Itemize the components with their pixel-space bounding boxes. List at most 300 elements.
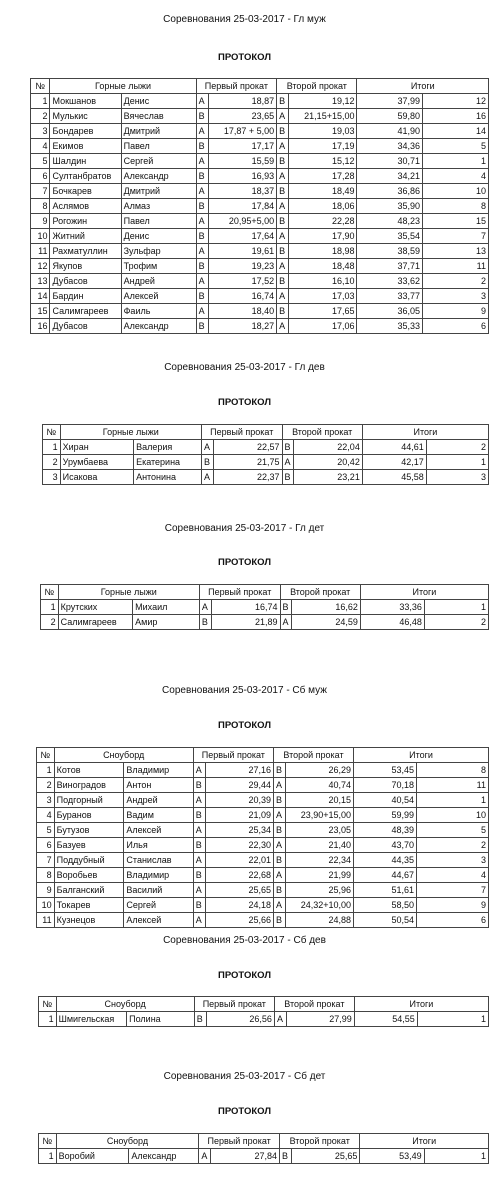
run1-track-cell: B: [196, 259, 208, 274]
rank-cell: 1: [424, 600, 488, 615]
section-title: Соревнования 25-03-2017 - Сб дев: [163, 935, 326, 946]
first-name-cell: Павел: [121, 139, 196, 154]
table-row: [31, 139, 489, 154]
total-cell: 36,86: [357, 184, 423, 199]
first-name-cell: Александр: [121, 169, 196, 184]
run2-time-cell: 17,65: [289, 304, 357, 319]
run1-track-cell: A: [199, 1149, 211, 1164]
total-cell: 35,90: [357, 199, 423, 214]
last-name-cell: Бочкарев: [50, 184, 121, 199]
rank-cell: 2: [424, 615, 488, 630]
header-first-run: Первый прокат: [194, 997, 274, 1012]
rank-cell: 1: [426, 455, 488, 470]
run1-time-cell: 18,87: [208, 94, 277, 109]
last-name-cell: Урумбаева: [60, 455, 133, 470]
run2-time-cell: 18,48: [289, 259, 357, 274]
run2-track-cell: A: [273, 808, 285, 823]
last-name-cell: Житний: [50, 229, 121, 244]
place-cell: 7: [31, 184, 50, 199]
run1-track-cell: A: [193, 913, 205, 928]
protocol-label: ПРОТОКОЛ: [217, 970, 271, 981]
total-cell: 42,17: [362, 455, 426, 470]
run2-track-cell: A: [282, 455, 294, 470]
run1-track-cell: A: [196, 304, 208, 319]
rank-cell: 8: [422, 199, 488, 214]
run1-track-cell: B: [196, 289, 208, 304]
run2-time-cell: 18,98: [289, 244, 357, 259]
total-cell: 48,23: [357, 214, 423, 229]
run2-time-cell: 22,04: [294, 440, 362, 455]
total-cell: 59,99: [354, 808, 417, 823]
run2-track-cell: B: [277, 154, 289, 169]
total-cell: 44,67: [354, 868, 417, 883]
rank-cell: 1: [424, 1149, 488, 1164]
first-name-cell: Владимир: [124, 868, 193, 883]
place-cell: 1: [39, 1149, 57, 1164]
run1-time-cell: 21,09: [205, 808, 273, 823]
run1-time-cell: 20,39: [205, 793, 273, 808]
place-cell: 1: [41, 600, 59, 615]
header-first-run: Первый прокат: [196, 79, 277, 94]
first-name-cell: Алексей: [121, 289, 196, 304]
run1-track-cell: A: [196, 124, 208, 139]
rank-cell: 7: [416, 883, 488, 898]
header-number: №: [43, 425, 61, 440]
table-header-row: [39, 1134, 489, 1149]
header-totals: Итоги: [354, 997, 488, 1012]
run2-time-cell: 18,06: [289, 199, 357, 214]
section-title: Соревнования 25-03-2017 - Гл муж: [163, 14, 326, 25]
run2-time-cell: 26,29: [285, 763, 353, 778]
header-discipline: Сноуборд: [56, 997, 194, 1012]
run2-track-cell: B: [280, 1149, 292, 1164]
last-name-cell: Исакова: [60, 470, 133, 485]
run1-time-cell: 19,61: [208, 244, 277, 259]
first-name-cell: Павел: [121, 214, 196, 229]
rank-cell: 1: [416, 793, 488, 808]
table-row: [31, 124, 489, 139]
run2-track-cell: B: [277, 94, 289, 109]
header-totals: Итоги: [360, 585, 488, 600]
run2-track-cell: B: [273, 823, 285, 838]
table-row: [31, 319, 489, 334]
table-row: [31, 274, 489, 289]
header-second-run: Второй прокат: [280, 585, 360, 600]
table-row: [41, 615, 489, 630]
rank-cell: 1: [417, 1012, 488, 1027]
total-cell: 37,99: [357, 94, 423, 109]
first-name-cell: Сергей: [124, 898, 193, 913]
results-table: [38, 1133, 489, 1164]
run2-time-cell: 15,12: [289, 154, 357, 169]
header-first-run: Первый прокат: [193, 748, 273, 763]
header-totals: Итоги: [354, 748, 489, 763]
table-row: [31, 259, 489, 274]
run2-time-cell: 19,03: [289, 124, 357, 139]
place-cell: 13: [31, 274, 50, 289]
header-second-run: Второй прокат: [282, 425, 362, 440]
run2-track-cell: A: [277, 139, 289, 154]
run2-track-cell: B: [282, 470, 294, 485]
rank-cell: 13: [422, 244, 488, 259]
last-name-cell: Мокшанов: [50, 94, 121, 109]
last-name-cell: Султанбратов: [50, 169, 121, 184]
run1-track-cell: B: [196, 199, 208, 214]
run2-track-cell: B: [277, 244, 289, 259]
header-discipline: Горные лыжи: [50, 79, 196, 94]
header-totals: Итоги: [362, 425, 488, 440]
run1-time-cell: 18,27: [208, 319, 277, 334]
run2-track-cell: A: [280, 615, 292, 630]
place-cell: 2: [37, 778, 55, 793]
place-cell: 4: [37, 808, 55, 823]
table-row: [31, 154, 489, 169]
place-cell: 5: [37, 823, 55, 838]
table-row: [31, 289, 489, 304]
place-cell: 1: [39, 1012, 57, 1027]
run1-track-cell: B: [196, 109, 208, 124]
total-cell: 59,80: [357, 109, 423, 124]
table-row: [31, 94, 489, 109]
table-header-row: [43, 425, 489, 440]
total-cell: 33,77: [357, 289, 423, 304]
run1-track-cell: B: [193, 868, 205, 883]
run1-time-cell: 22,57: [213, 440, 282, 455]
place-cell: 6: [37, 838, 55, 853]
total-cell: 34,36: [357, 139, 423, 154]
run1-time-cell: 16,93: [208, 169, 277, 184]
first-name-cell: Александр: [129, 1149, 199, 1164]
run2-track-cell: B: [277, 184, 289, 199]
rank-cell: 6: [416, 913, 488, 928]
run2-time-cell: 16,10: [289, 274, 357, 289]
table-row: [41, 600, 489, 615]
run1-time-cell: 22,30: [205, 838, 273, 853]
table-row: [31, 244, 489, 259]
total-cell: 48,39: [354, 823, 417, 838]
header-second-run: Второй прокат: [273, 748, 353, 763]
first-name-cell: Михаил: [133, 600, 200, 615]
table-row: [43, 470, 489, 485]
run2-time-cell: 22,28: [289, 214, 357, 229]
table-row: [39, 1012, 489, 1027]
header-number: №: [41, 585, 59, 600]
run2-time-cell: 21,40: [285, 838, 353, 853]
place-cell: 6: [31, 169, 50, 184]
header-number: №: [31, 79, 50, 94]
first-name-cell: Фаиль: [121, 304, 196, 319]
run2-track-cell: A: [277, 109, 289, 124]
last-name-cell: Поддубный: [54, 853, 124, 868]
rank-cell: 11: [422, 259, 488, 274]
place-cell: 8: [31, 199, 50, 214]
last-name-cell: Екимов: [50, 139, 121, 154]
total-cell: 44,61: [362, 440, 426, 455]
header-second-run: Второй прокат: [274, 997, 354, 1012]
last-name-cell: Якупов: [50, 259, 121, 274]
run2-track-cell: A: [277, 319, 289, 334]
rank-cell: 1: [422, 154, 488, 169]
first-name-cell: Екатерина: [134, 455, 202, 470]
protocol-label: ПРОТОКОЛ: [217, 720, 271, 731]
run1-time-cell: 18,40: [208, 304, 277, 319]
header-second-run: Второй прокат: [280, 1134, 360, 1149]
run2-time-cell: 23,90+15,00: [285, 808, 353, 823]
run2-time-cell: 22,34: [285, 853, 353, 868]
last-name-cell: Бардин: [50, 289, 121, 304]
run1-track-cell: A: [201, 470, 213, 485]
table-row: [31, 184, 489, 199]
total-cell: 53,49: [360, 1149, 424, 1164]
header-first-run: Первый прокат: [201, 425, 282, 440]
section-title: Соревнования 25-03-2017 - Гл дет: [164, 523, 325, 534]
rank-cell: 8: [416, 763, 488, 778]
total-cell: 33,62: [357, 274, 423, 289]
run1-track-cell: B: [193, 898, 205, 913]
rank-cell: 15: [422, 214, 488, 229]
place-cell: 4: [31, 139, 50, 154]
rank-cell: 10: [416, 808, 488, 823]
protocol-label: ПРОТОКОЛ: [217, 397, 271, 408]
run2-track-cell: B: [277, 274, 289, 289]
run2-track-cell: A: [273, 868, 285, 883]
total-cell: 38,59: [357, 244, 423, 259]
header-totals: Итоги: [360, 1134, 489, 1149]
last-name-cell: Виноградов: [54, 778, 124, 793]
run2-time-cell: 21,99: [285, 868, 353, 883]
place-cell: 2: [31, 109, 50, 124]
place-cell: 1: [31, 94, 50, 109]
run2-time-cell: 18,49: [289, 184, 357, 199]
rank-cell: 10: [422, 184, 488, 199]
run1-track-cell: A: [196, 274, 208, 289]
total-cell: 44,35: [354, 853, 417, 868]
place-cell: 2: [41, 615, 59, 630]
run1-track-cell: A: [196, 214, 208, 229]
run1-track-cell: B: [196, 139, 208, 154]
place-cell: 9: [37, 883, 55, 898]
table-row: [31, 214, 489, 229]
first-name-cell: Трофим: [121, 259, 196, 274]
place-cell: 1: [37, 763, 55, 778]
run1-track-cell: A: [196, 184, 208, 199]
run1-time-cell: 27,16: [205, 763, 273, 778]
first-name-cell: Вячеслав: [121, 109, 196, 124]
total-cell: 54,55: [354, 1012, 417, 1027]
run1-time-cell: 23,65: [208, 109, 277, 124]
header-first-run: Первый прокат: [199, 1134, 280, 1149]
results-table: [40, 584, 489, 630]
header-number: №: [39, 997, 57, 1012]
run1-track-cell: B: [193, 778, 205, 793]
last-name-cell: Шалдин: [50, 154, 121, 169]
run1-time-cell: 22,68: [205, 868, 273, 883]
rank-cell: 9: [416, 898, 488, 913]
place-cell: 3: [31, 124, 50, 139]
section-title: Соревнования 25-03-2017 - Сб муж: [162, 685, 327, 696]
header-number: №: [39, 1134, 57, 1149]
run1-time-cell: 17,17: [208, 139, 277, 154]
table-row: [43, 455, 489, 470]
first-name-cell: Антон: [124, 778, 193, 793]
last-name-cell: Воробьев: [54, 868, 124, 883]
run1-time-cell: 25,65: [205, 883, 273, 898]
run1-time-cell: 17,64: [208, 229, 277, 244]
last-name-cell: Рогожин: [50, 214, 121, 229]
place-cell: 10: [37, 898, 55, 913]
run2-time-cell: 27,99: [286, 1012, 354, 1027]
table-header-row: [41, 585, 489, 600]
run1-time-cell: 16,74: [211, 600, 280, 615]
rank-cell: 4: [422, 169, 488, 184]
first-name-cell: Амир: [133, 615, 200, 630]
run1-time-cell: 19,23: [208, 259, 277, 274]
run2-time-cell: 23,05: [285, 823, 353, 838]
place-cell: 3: [37, 793, 55, 808]
last-name-cell: Котов: [54, 763, 124, 778]
rank-cell: 11: [416, 778, 488, 793]
rank-cell: 2: [422, 274, 488, 289]
place-cell: 5: [31, 154, 50, 169]
run1-time-cell: 24,18: [205, 898, 273, 913]
place-cell: 7: [37, 853, 55, 868]
header-discipline: Сноуборд: [56, 1134, 199, 1149]
total-cell: 33,36: [360, 600, 424, 615]
run1-track-cell: A: [193, 823, 205, 838]
run2-track-cell: B: [282, 440, 294, 455]
run2-track-cell: A: [277, 199, 289, 214]
run1-time-cell: 25,34: [205, 823, 273, 838]
total-cell: 34,21: [357, 169, 423, 184]
run1-time-cell: 20,95+5,00: [208, 214, 277, 229]
run1-track-cell: A: [196, 94, 208, 109]
total-cell: 30,71: [357, 154, 423, 169]
first-name-cell: Алмаз: [121, 199, 196, 214]
run2-track-cell: B: [273, 913, 285, 928]
total-cell: 45,58: [362, 470, 426, 485]
table-row: [37, 778, 489, 793]
last-name-cell: Бутузов: [54, 823, 124, 838]
run1-time-cell: 18,37: [208, 184, 277, 199]
header-discipline: Горные лыжи: [58, 585, 199, 600]
first-name-cell: Дмитрий: [121, 184, 196, 199]
total-cell: 35,33: [357, 319, 423, 334]
run1-time-cell: 22,01: [205, 853, 273, 868]
run1-time-cell: 22,37: [213, 470, 282, 485]
last-name-cell: Балганский: [54, 883, 124, 898]
total-cell: 50,54: [354, 913, 417, 928]
table-row: [31, 169, 489, 184]
run1-track-cell: A: [193, 763, 205, 778]
table-row: [31, 199, 489, 214]
run2-track-cell: A: [277, 229, 289, 244]
run2-track-cell: B: [273, 853, 285, 868]
place-cell: 11: [37, 913, 55, 928]
place-cell: 14: [31, 289, 50, 304]
section-title: Соревнования 25-03-2017 - Сб дет: [163, 1071, 326, 1082]
last-name-cell: Бондарев: [50, 124, 121, 139]
first-name-cell: Сергей: [121, 154, 196, 169]
rank-cell: 3: [426, 470, 488, 485]
run2-time-cell: 25,65: [291, 1149, 359, 1164]
results-table: [36, 747, 489, 928]
run1-track-cell: A: [199, 600, 211, 615]
total-cell: 70,18: [354, 778, 417, 793]
first-name-cell: Андрей: [124, 793, 193, 808]
table-row: [43, 440, 489, 455]
run2-track-cell: B: [277, 124, 289, 139]
run1-time-cell: 29,44: [205, 778, 273, 793]
run1-track-cell: A: [196, 244, 208, 259]
first-name-cell: Денис: [121, 94, 196, 109]
header-first-run: Первый прокат: [199, 585, 280, 600]
run1-time-cell: 21,75: [213, 455, 282, 470]
run2-time-cell: 24,59: [292, 615, 360, 630]
total-cell: 58,50: [354, 898, 417, 913]
run2-track-cell: A: [277, 259, 289, 274]
protocol-label: ПРОТОКОЛ: [217, 52, 271, 63]
total-cell: 43,70: [354, 838, 417, 853]
table-row: [39, 1149, 489, 1164]
run1-time-cell: 15,59: [208, 154, 277, 169]
rank-cell: 6: [422, 319, 488, 334]
last-name-cell: Хиран: [60, 440, 133, 455]
table-row: [31, 229, 489, 244]
run1-time-cell: 16,74: [208, 289, 277, 304]
run1-time-cell: 17,87 + 5,00: [208, 124, 277, 139]
rank-cell: 12: [422, 94, 488, 109]
first-name-cell: Зульфар: [121, 244, 196, 259]
table-row: [37, 763, 489, 778]
place-cell: 8: [37, 868, 55, 883]
rank-cell: 7: [422, 229, 488, 244]
run1-time-cell: 25,66: [205, 913, 273, 928]
run1-track-cell: A: [193, 853, 205, 868]
run2-time-cell: 21,15+15,00: [289, 109, 357, 124]
run2-time-cell: 24,88: [285, 913, 353, 928]
first-name-cell: Андрей: [121, 274, 196, 289]
last-name-cell: Кузнецов: [54, 913, 124, 928]
table-row: [37, 808, 489, 823]
last-name-cell: Подгорный: [54, 793, 124, 808]
run1-track-cell: B: [196, 319, 208, 334]
rank-cell: 2: [416, 838, 488, 853]
total-cell: 53,45: [354, 763, 417, 778]
run2-time-cell: 19,12: [289, 94, 357, 109]
last-name-cell: Аслямов: [50, 199, 121, 214]
run1-track-cell: A: [193, 793, 205, 808]
results-table: [38, 996, 489, 1027]
last-name-cell: Крутских: [58, 600, 133, 615]
run2-track-cell: B: [280, 600, 292, 615]
last-name-cell: Шмигельская: [56, 1012, 127, 1027]
run2-time-cell: 24,32+10,00: [285, 898, 353, 913]
run2-time-cell: 17,90: [289, 229, 357, 244]
results-table: [42, 424, 489, 485]
table-row: [37, 853, 489, 868]
run1-track-cell: B: [199, 615, 211, 630]
first-name-cell: Вадим: [124, 808, 193, 823]
run2-time-cell: 23,21: [294, 470, 362, 485]
table-row: [37, 838, 489, 853]
rank-cell: 2: [426, 440, 488, 455]
last-name-cell: Воробий: [56, 1149, 129, 1164]
run2-time-cell: 40,74: [285, 778, 353, 793]
run1-track-cell: A: [196, 154, 208, 169]
last-name-cell: Салимгареев: [58, 615, 133, 630]
last-name-cell: Токарев: [54, 898, 124, 913]
last-name-cell: Рахматуллин: [50, 244, 121, 259]
